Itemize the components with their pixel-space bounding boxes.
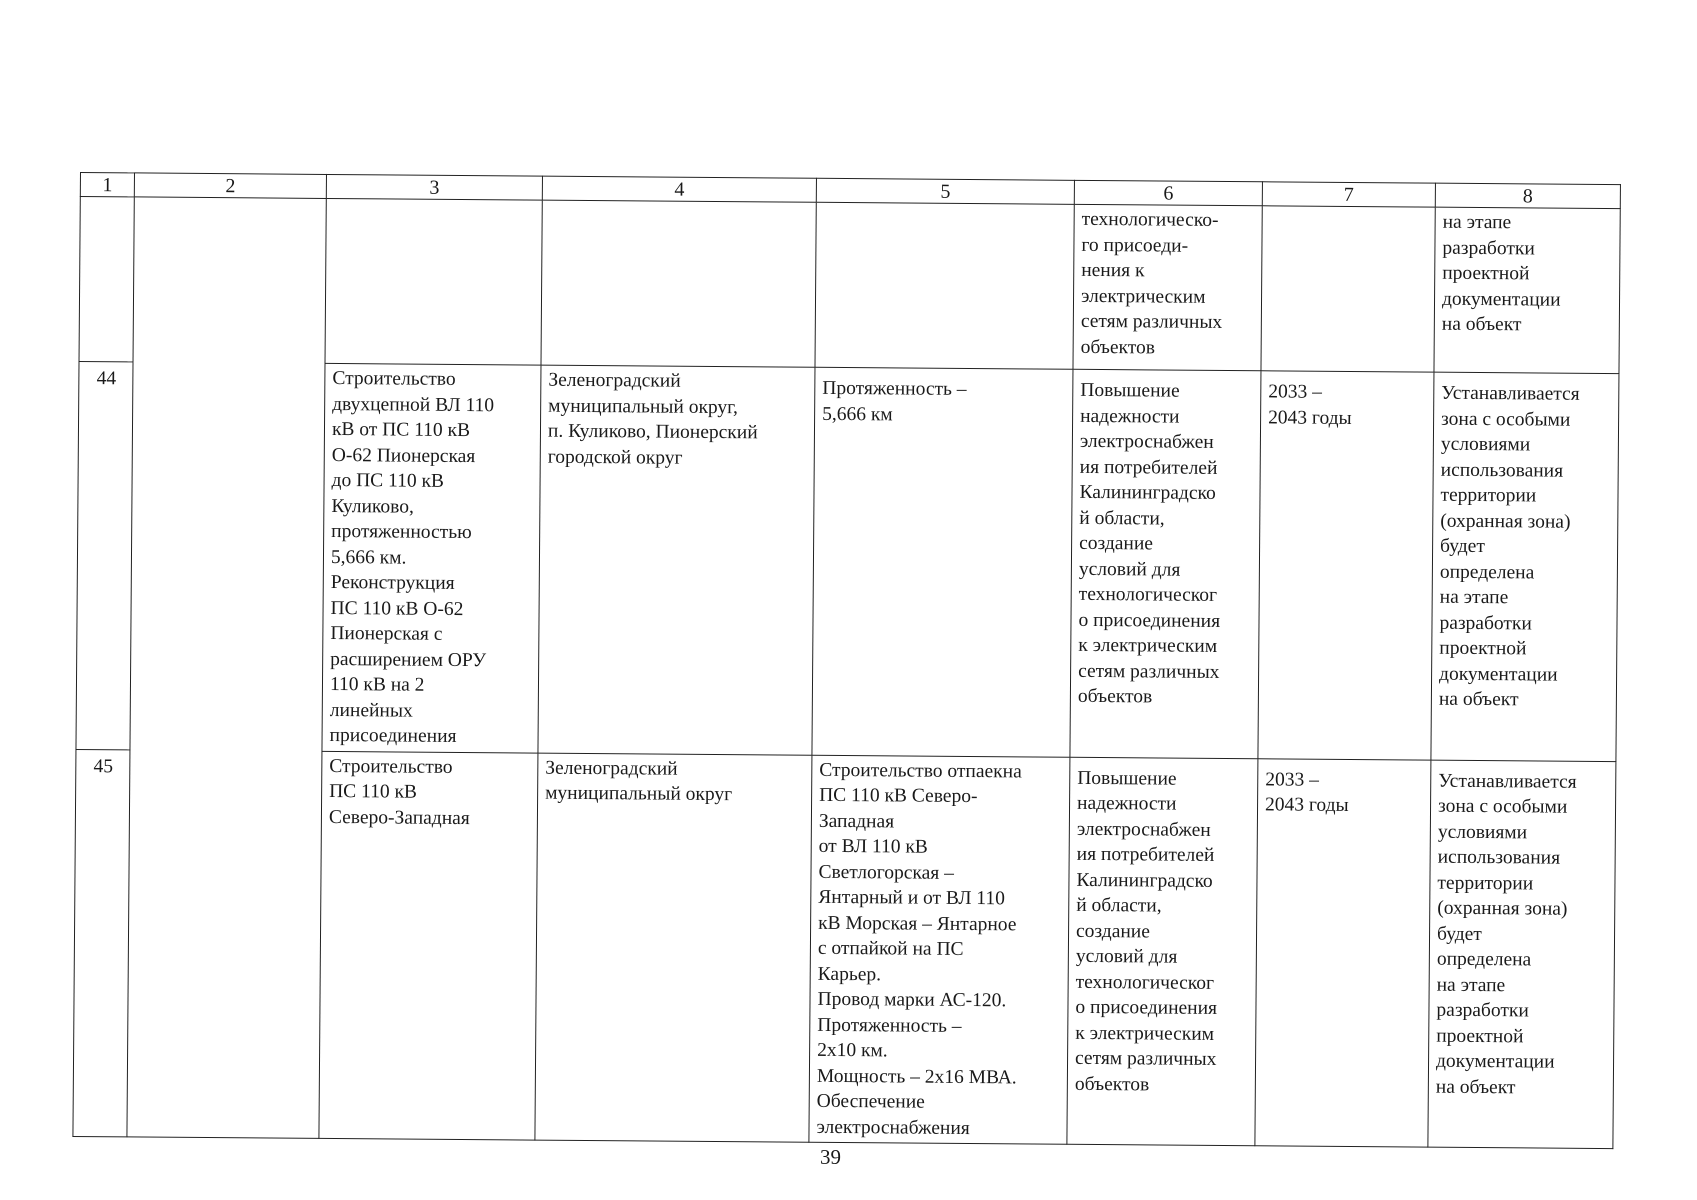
- location-cell: Зеленоградский муниципальный округ, п. Куликово, Пионерский городской округ: [538, 365, 815, 755]
- purpose-cell: Повышение надежности электроснабжен ия потребителей Калининградско й области, создание условий для технологическог о присоединения к электрическим сетям различных объектов: [1067, 757, 1258, 1146]
- period-cell: [1261, 206, 1435, 372]
- period-cell: 2033 – 2043 годы: [1258, 371, 1434, 760]
- row-number-cell: 45: [73, 749, 130, 1137]
- period-cell: 2033 – 2043 годы: [1255, 758, 1431, 1147]
- object-name-cell: Строительство ПС 110 кВ Северо-Западная: [319, 751, 538, 1140]
- column-header-1: 1: [80, 173, 134, 197]
- zone-cell: Устанавливается зона с особыми условиями использования территории (охранная зона) будет определена на этапе разработки проектной документации на объект: [1428, 760, 1616, 1149]
- column-header-7: 7: [1262, 182, 1435, 207]
- column-header-4: 4: [542, 176, 816, 202]
- location-cell: [541, 200, 816, 367]
- data-table: [72, 172, 1621, 1149]
- location-cell: Зеленоградский муниципальный округ: [535, 753, 812, 1143]
- table-row-continuation: [79, 197, 1620, 374]
- column-header-5: 5: [816, 178, 1074, 204]
- characteristics-cell: Протяженность – 5,666 км: [812, 367, 1073, 757]
- zone-cell: на этапе разработки проектной документации на объект: [1434, 207, 1620, 373]
- column-header-3: 3: [326, 174, 542, 200]
- characteristics-cell: [815, 202, 1074, 369]
- column-header-6: 6: [1074, 180, 1262, 205]
- row-number-cell: [79, 197, 134, 362]
- purpose-cell: Повышение надежности электроснабжен ия потребителей Калининградско й области, создание условий для технологическог о присоединения к электрическим сетям различных объектов: [1070, 369, 1261, 758]
- column-header-2: 2: [134, 173, 326, 199]
- column-header-8: 8: [1435, 183, 1620, 208]
- object-name-cell: Строительство двухцепной ВЛ 110 кВ от ПС 110 кВ О-62 Пионерская до ПС 110 кВ Куликово, протяженностью 5,666 км. Реконструкция ПС 110 кВ О-62 Пионерская с расширением ОРУ 110 кВ на 2 линейных присоединения: [322, 363, 541, 752]
- characteristics-cell: Строительство отпаекна ПС 110 кВ Северо- Западная от ВЛ 110 кВ Светлогорская – Янтарный и от ВЛ 110 кВ Морская – Янтарное с отпайкой на ПС Карьер. Провод марки АС-120. Протяженность – 2х10 км. Мощность – 2х16 МВА. Обеспечение электроснабжения: [809, 755, 1070, 1145]
- object-name-cell: [325, 198, 542, 365]
- zone-cell: Устанавливается зона с особыми условиями использования территории (охранная зона) будет определена на этапе разработки проектной документации на объект: [1431, 372, 1619, 761]
- purpose-cell: технологическо- го присоеди- нения к электрическим сетям различных объектов: [1073, 204, 1262, 370]
- row-number-cell: 44: [76, 361, 133, 749]
- page-number: 39: [820, 1145, 841, 1169]
- column-2-cell: [127, 197, 326, 1138]
